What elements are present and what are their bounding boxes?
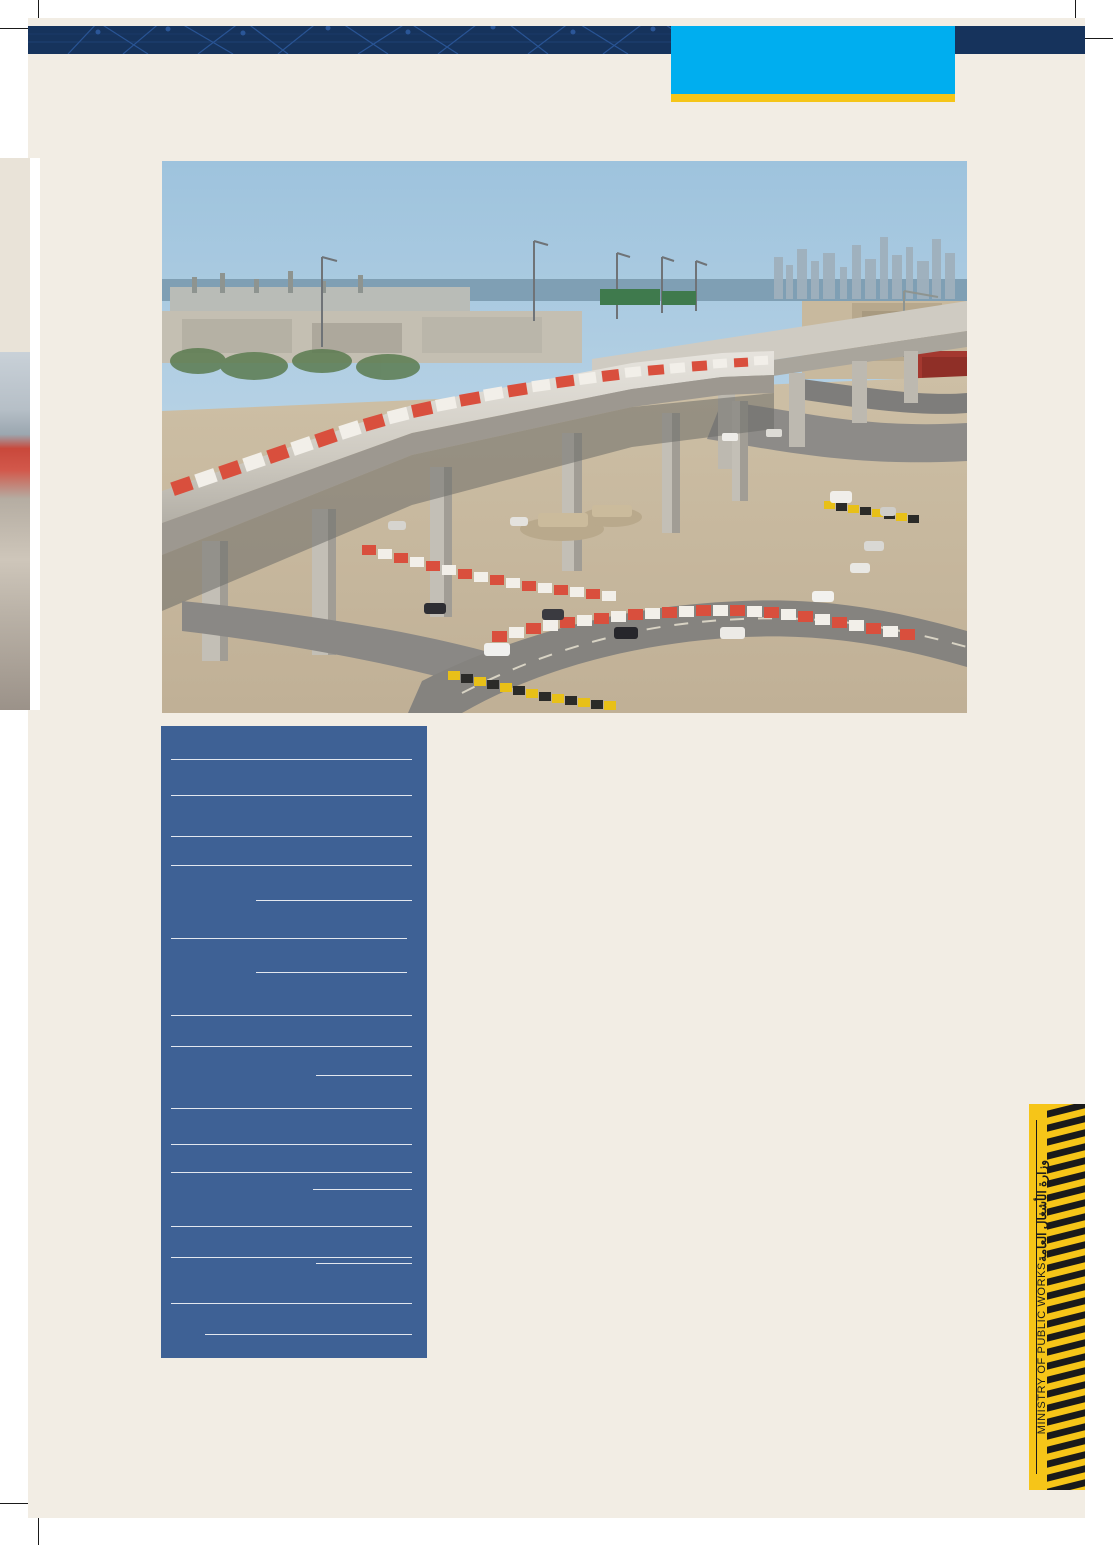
caption-rule	[171, 759, 412, 760]
facing-page-photo-sliver	[0, 352, 30, 710]
caption-rule	[316, 1075, 412, 1076]
project-photo-illustration	[162, 161, 967, 713]
ministry-label-arabic: وزارة الأشغال العامة	[1034, 1159, 1049, 1262]
caption-rule	[316, 1263, 412, 1264]
caption-rule	[171, 1015, 412, 1016]
ministry-tab-labels	[1031, 1104, 1053, 1490]
caption-rule	[171, 1144, 412, 1145]
caption-rule	[313, 1189, 412, 1190]
ministry-label-english: MINISTRY OF PUBLIC WORKS	[1035, 1261, 1048, 1435]
caption-rule	[171, 1172, 412, 1173]
caption-rule	[171, 1303, 412, 1304]
caption-rule	[256, 900, 412, 901]
caption-panel	[161, 726, 427, 1358]
caption-rule	[171, 938, 407, 939]
caption-rule	[171, 1257, 412, 1258]
caption-rule	[171, 865, 412, 866]
caption-rule	[171, 1046, 412, 1047]
project-photo	[162, 161, 967, 713]
section-tab-underline	[671, 94, 955, 102]
caption-rule	[171, 1108, 412, 1109]
caption-rule	[205, 1334, 412, 1335]
caption-rule	[171, 836, 412, 837]
caption-rule	[256, 972, 407, 973]
header-band-right-segment	[955, 26, 1085, 54]
caption-rule	[171, 795, 412, 796]
caption-rule	[171, 1226, 412, 1227]
section-color-tab	[671, 26, 955, 94]
